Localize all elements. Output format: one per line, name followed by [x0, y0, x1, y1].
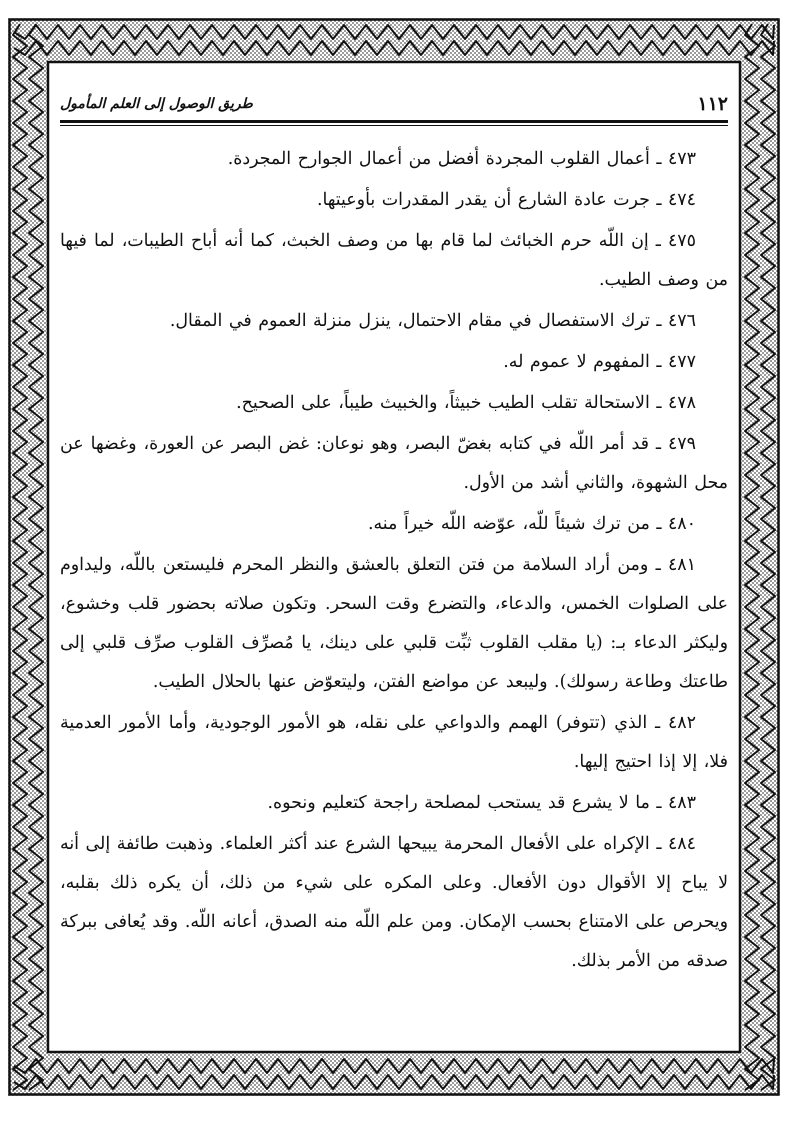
- book-page: [60, 82, 728, 1042]
- running-title: طريق الوصول إلى العلم المأمول: [60, 96, 253, 112]
- entry-474: ٤٧٤ ـ جرت عادة الشارع أن يقدر المقدرات بأوعيتها.: [316, 190, 696, 210]
- page-number: ١١٢: [697, 93, 728, 115]
- entry-484: ٤٨٤ ـ الإكراه على الأفعال المحرمة يبيحها الشرع عند أكثر العلماء. وذهبت طائفة إلى أنه لا يباح إلا الأقوال دون الأفعال. وعلى المكره على شيء من ذلك، أن يكره ذلك بقلبه، ويحرص على الامتناع بحسب الإمكان. ومن علم اللّه منه الصدق، أعانه اللّه. وقد يُعافى ببركة صدقه من الأمر بذلك.: [60, 834, 728, 971]
- entry-477: ٤٧٧ ـ المفهوم لا عموم له.: [503, 352, 696, 372]
- entry-475: ٤٧٥ ـ إن اللّه حرم الخبائث لما قام بها من وصف الخبث، كما أنه أباح الطيبات، لما فيها من وصف الطيب.: [60, 231, 728, 290]
- header-rule-thin: [60, 125, 728, 126]
- entry-483: ٤٨٣ ـ ما لا يشرع قد يستحب لمصلحة راجحة كتعليم ونحوه.: [267, 793, 696, 813]
- header-rule-thick: [60, 120, 728, 123]
- entry-478: ٤٧٨ ـ الاستحالة تقلب الطيب خبيثاً، والخبيث طيباً، على الصحيح.: [236, 393, 696, 413]
- entry-482: ٤٨٢ ـ الذي (تتوفر) الهمم والدواعي على نقله، هو الأمور الوجودية، وأما الأمور العدمية فلا، إلا إذا احتيج إليها.: [60, 713, 728, 772]
- entry-479: ٤٧٩ ـ قد أمر اللّه في كتابه بغضّ البصر، وهو نوعان: غض البصر عن العورة، وغضها عن محل الشهوة، والثاني أشد من الأول.: [60, 434, 728, 493]
- entry-480: ٤٨٠ ـ من ترك شيئاً للّه، عوّضه اللّه خيراً منه.: [367, 514, 696, 534]
- entry-473: ٤٧٣ ـ أعمال القلوب المجردة أفضل من أعمال الجوارح المجردة.: [227, 149, 696, 169]
- entry-481: ٤٨١ ـ ومن أراد السلامة من فتن التعلق بالعشق والنظر المحرم فليستعن باللّه، وليداوم على الصلوات الخمس، والدعاء، والتضرع وقت السحر. وتكون صلاته بحضور قلب وخشوع، وليكثر الدعاء بـ: (يا مقلب القلوب ثبِّت قلبي على دينك، يا مُصرِّف القلوب صرِّف قلبي إلى طاعتك وطاعة رسولك). وليبعد عن مواضع الفتن، وليتعوّض عنها بالحلال الطيب.: [60, 555, 728, 692]
- page-header: [60, 90, 728, 118]
- entry-476: ٤٧٦ ـ ترك الاستفصال في مقام الاحتمال، ينزل منزلة العموم في المقال.: [169, 311, 696, 331]
- page-body: [60, 140, 728, 983]
